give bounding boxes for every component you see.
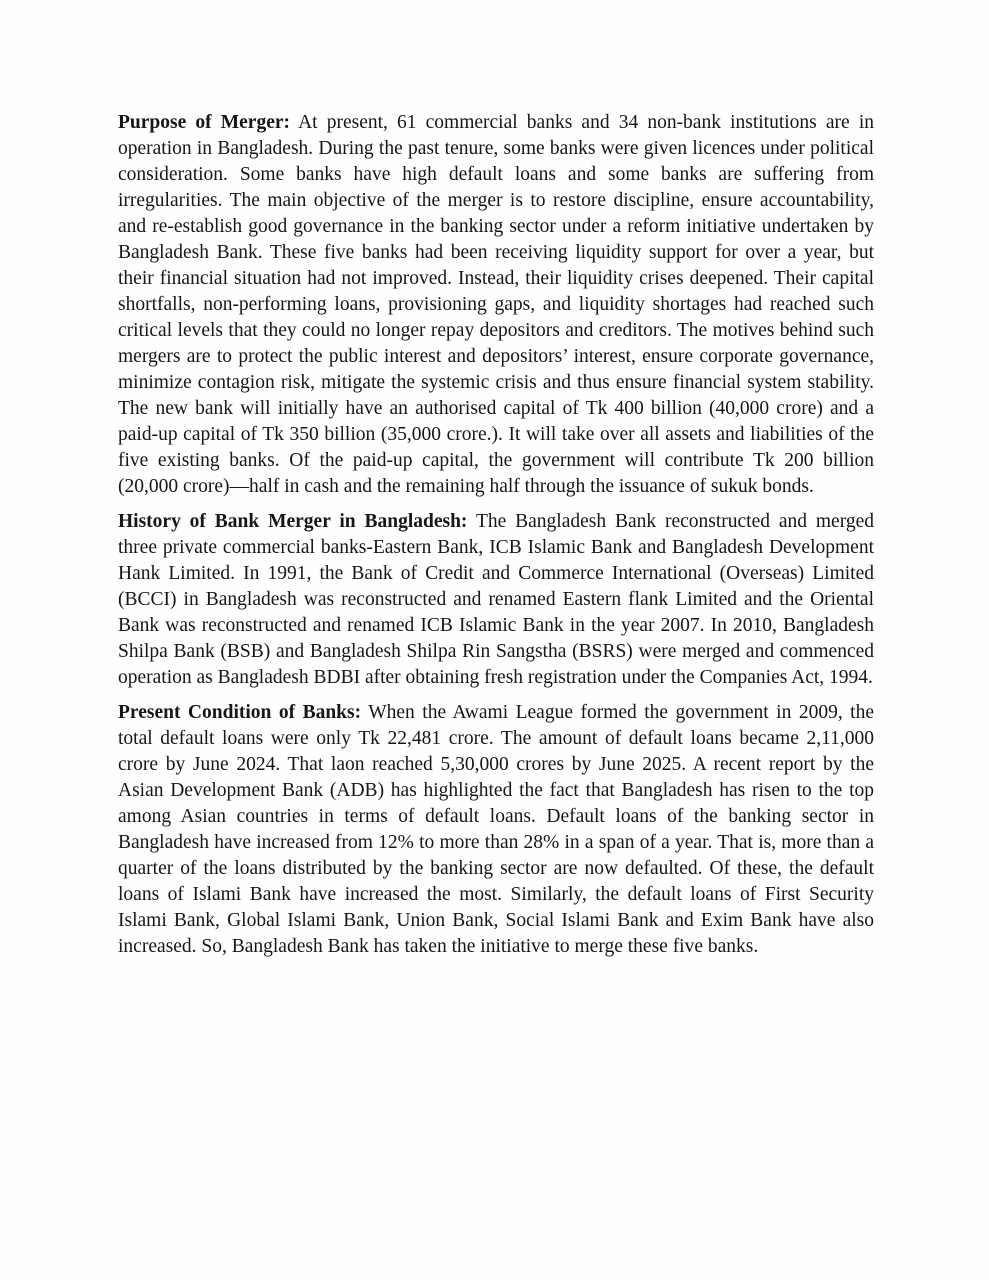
paragraph-present-condition-of-banks bbox=[118, 700, 874, 960]
paragraph-body: The Bangladesh Bank reconstructed and merged three private commercial banks-Eastern Bank, ICB Islamic Bank and Bangladesh Development Hank Limited. In 1991, the Bank of Credit and Commerce International (Overseas) Limited (BCCI) in Bangladesh was reconstructed and renamed Eastern flank Limited and the Oriental Bank was reconstructed and renamed ICB Islamic Bank in the year 2007. In 2010, Bangladesh Shilpa Bank (BSB) and Bangladesh Shilpa Rin Sangstha (BSRS) were merged and commenced operation as Bangladesh BDBI after obtaining fresh registration under the Companies Act, 1994. bbox=[118, 511, 874, 688]
paragraph-heading: Present Condition of Banks: bbox=[118, 702, 362, 723]
paragraph-purpose-of-merger bbox=[118, 110, 874, 500]
paragraph-body: When the Awami League formed the government in 2009, the total default loans were only Tk 22,481 crore. The amount of default loans became 2,11,000 crore by June 2024. That laon reached 5,30,000 crores by June 2025. A recent report by the Asian Development Bank (ADB) has highlighted the fact that Bangladesh has risen to the top among Asian countries in terms of default loans. Default loans of the banking sector in Bangladesh have increased from 12% to more than 28% in a span of a year. That is, more than a quarter of the loans distributed by the banking sector are now defaulted. Of these, the default loans of Islami Bank have increased the most. Similarly, the default loans of First Security Islami Bank, Global Islami Bank, Union Bank, Social Islami Bank and Exim Bank have also increased. So, Bangladesh Bank has taken the initiative to merge these five banks. bbox=[118, 702, 875, 957]
document-content bbox=[118, 110, 874, 960]
paragraph-heading: History of Bank Merger in Bangladesh: bbox=[118, 511, 468, 532]
paragraph-heading: Purpose of Merger: bbox=[118, 112, 291, 133]
paragraph-history-of-bank-merger bbox=[118, 509, 874, 691]
paragraph-body: At present, 61 commercial banks and 34 non-bank institutions are in operation in Bangladesh. During the past tenure, some banks were given licences under political consideration. Some banks have high default loans and some banks are suffering from irregularities. The main objective of the merger is to restore discipline, ensure accountability, and re-establish good governance in the banking sector under a reform initiative undertaken by Bangladesh Bank. These five banks had been receiving liquidity support for over a year, but their financial situation had not improved. Instead, their liquidity crises deepened. Their capital shortfalls, non-performing loans, provisioning gaps, and liquidity shortages had reached such critical levels that they could no longer repay depositors and creditors. The motives behind such mergers are to protect the public interest and depositors’ interest, ensure corporate governance, minimize contagion risk, mitigate the systemic crisis and thus ensure financial system stability. The new bank will initially have an authorised capital of Tk 400 billion (40,000 crore) and a paid-up capital of Tk 350 billion (35,000 crore.). It will take over all assets and liabilities of the five existing banks. Of the paid-up capital, the government will contribute Tk 200 billion (20,000 crore)—half in cash and the remaining half through the issuance of sukuk bonds. bbox=[118, 112, 874, 497]
